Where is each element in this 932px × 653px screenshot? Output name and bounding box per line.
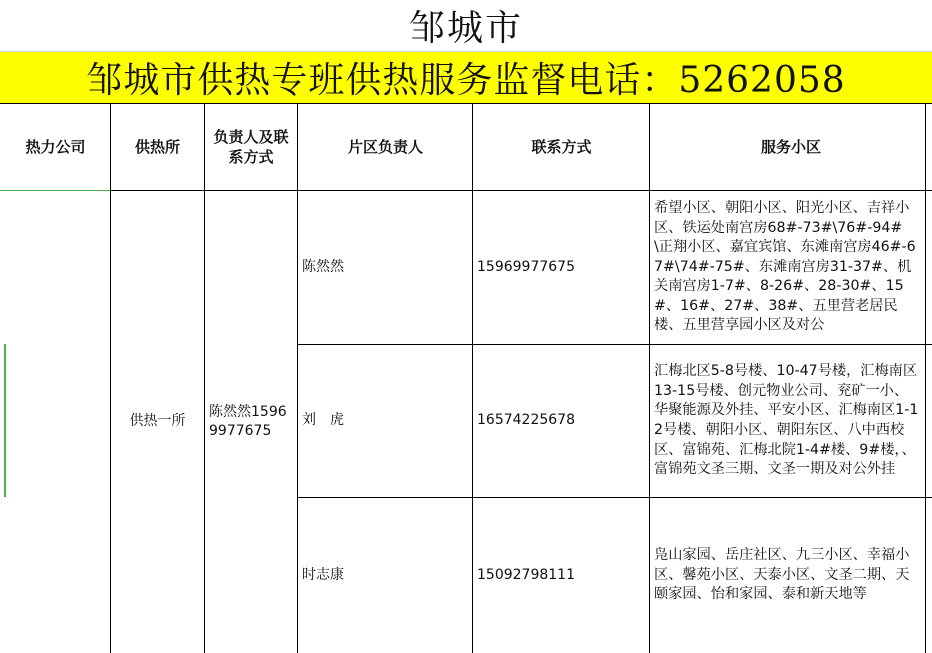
service-area-cell[interactable]: [650, 498, 925, 653]
station-manager-cell[interactable]: [205, 191, 297, 653]
district-manager-cell[interactable]: [298, 498, 472, 653]
row-selection-marker: [4, 344, 6, 497]
district-manager-cell[interactable]: [298, 191, 472, 344]
title-row[interactable]: [0, 0, 932, 52]
header-contact[interactable]: 联系方式: [531, 137, 592, 156]
phone-cell[interactable]: [473, 345, 649, 497]
selection-border: [0, 190, 110, 191]
header-company[interactable]: 热力公司: [25, 137, 86, 156]
header-manager[interactable]: 负责人及联系方式: [213, 127, 289, 166]
station-cell[interactable]: [111, 191, 204, 653]
district-manager: 刘 虎: [302, 412, 344, 429]
district-manager-cell[interactable]: [298, 345, 472, 497]
hotline-text: 邹城市供热专班供热服务监督电话：5262058: [86, 60, 846, 101]
station-manager: 陈然然15969977675: [209, 403, 287, 439]
district-manager: 陈然然: [302, 258, 344, 275]
phone-number: 15092798111: [477, 566, 575, 583]
service-area-text: 汇梅北区5-8号楼、10-47号楼，汇梅南区13-15号楼、创元物业公司、兖矿一小、华聚能源及外挂、平安小区、汇梅南区1-12号楼、朝阳小区、朝阳东区、八中西校区、富锦苑、汇梅北院1-4#楼、9#楼，、富锦苑文圣三期、文圣一期及对公外挂: [654, 363, 919, 478]
service-table: [0, 103, 932, 653]
phone-cell[interactable]: [473, 191, 649, 344]
header-district-manager[interactable]: 片区负责人: [347, 137, 423, 156]
service-area-text: 凫山家园、岳庄社区、九三小区、幸福小区、馨苑小区、天泰小区、文圣二期、天颐家园、怡和家园、泰和新天地等: [654, 547, 910, 603]
station-name: 供热一所: [129, 413, 186, 430]
service-area-text: 希望小区、朝阳小区、阳光小区、吉祥小区、铁运处南宫房68#-73#\76#-94#\正翔小区、嘉宜宾馆、东滩南宫房46#-67#\74#-75#、东滩南宫房31-37#、机关南宫房1-7#、8-26#、28-30#、15#、16#、27#、38#、五里营老居民楼、五里营享园小区及对公: [654, 199, 916, 334]
header-station[interactable]: 供热所: [134, 137, 180, 156]
col-divider: [925, 103, 926, 653]
header-service-area[interactable]: 服务小区: [760, 137, 821, 156]
phone-number: 16574225678: [477, 412, 575, 429]
service-area-cell[interactable]: [650, 345, 925, 497]
hotline-banner[interactable]: [0, 52, 932, 104]
district-manager: 时志康: [302, 566, 344, 583]
phone-number: 15969977675: [477, 258, 575, 275]
phone-cell[interactable]: [473, 498, 649, 653]
service-area-cell[interactable]: [650, 191, 925, 344]
sheet-title: 邹城市: [408, 8, 523, 49]
